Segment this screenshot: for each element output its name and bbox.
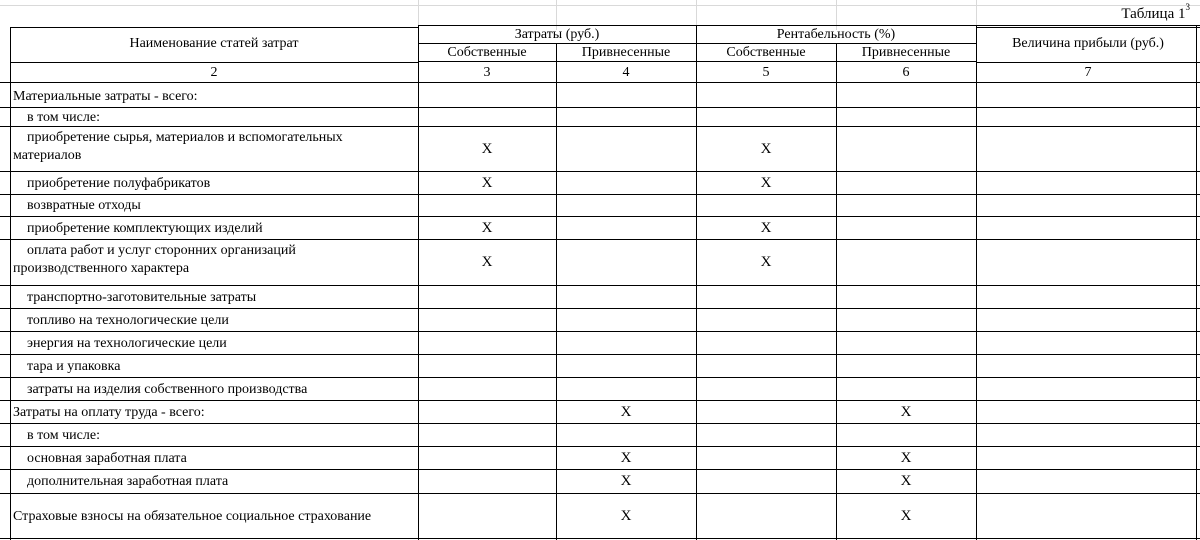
row-label: приобретение сырья, материалов и вспомогательных — [27, 130, 343, 145]
row-label-continuation: производственного характера — [13, 261, 190, 276]
column-number: 7 — [1084, 65, 1092, 80]
grid-line — [0, 126, 1200, 127]
header-costs-group: Затраты (руб.) — [514, 27, 600, 42]
row-label: тара и упаковка — [27, 359, 121, 374]
table-caption — [1121, 2, 1190, 23]
grid-line — [696, 25, 697, 540]
row-label: приобретение полуфабрикатов — [27, 176, 211, 191]
grid-line — [0, 107, 1200, 108]
row-label: основная заработная плата — [27, 451, 187, 466]
header-own-costs: Собственные — [447, 45, 527, 60]
caption-text: Таблица 1 — [1121, 6, 1186, 22]
grid-line — [0, 493, 1200, 494]
grid-line — [836, 43, 837, 540]
grid-line — [976, 62, 1200, 63]
row-label: Материальные затраты - всего: — [13, 89, 198, 104]
cell-mark: X — [900, 450, 912, 466]
grid-line — [0, 469, 1200, 470]
grid-line — [418, 25, 1200, 26]
cell-mark: X — [620, 473, 632, 489]
column-number: 4 — [622, 65, 630, 80]
cell-mark: X — [481, 220, 493, 236]
grid-line — [10, 27, 418, 28]
row-label: дополнительная заработная плата — [27, 474, 229, 489]
cell-mark: X — [481, 141, 493, 157]
grid-line — [0, 446, 1200, 447]
grid-line — [0, 423, 1200, 424]
grid-line — [0, 82, 1200, 83]
row-label: Страховые взносы на обязательное социальное страхование — [13, 509, 372, 524]
grid-line — [0, 354, 1200, 355]
row-label: транспортно-заготовительные затраты — [27, 290, 257, 305]
cell-mark: X — [760, 254, 772, 270]
grid-line — [418, 43, 976, 44]
column-number: 2 — [210, 65, 218, 80]
grid-line — [976, 25, 977, 540]
row-label: затраты на изделия собственного производства — [27, 382, 308, 397]
column-number: 5 — [762, 65, 770, 80]
caption-footnote: 3 — [1185, 2, 1190, 12]
grid-line — [556, 43, 557, 540]
row-label: в том числе: — [27, 110, 100, 125]
row-label: возвратные отходы — [27, 198, 141, 213]
row-label: приобретение комплектующих изделий — [27, 221, 263, 236]
row-label: топливо на технологические цели — [27, 313, 229, 328]
row-label: в том числе: — [27, 428, 100, 443]
row-label-continuation: материалов — [13, 148, 82, 163]
grid-line — [10, 27, 11, 540]
grid-line — [0, 194, 1200, 195]
grid-line — [0, 400, 1200, 401]
grid-line — [0, 171, 1200, 172]
grid-line — [418, 61, 976, 62]
cell-mark: X — [760, 141, 772, 157]
cell-mark: X — [900, 473, 912, 489]
grid-line — [0, 285, 1200, 286]
grid-line — [0, 239, 1200, 240]
row-label: энергия на технологические цели — [27, 336, 227, 351]
cell-mark: X — [620, 508, 632, 524]
cell-mark: X — [481, 254, 493, 270]
grid-line — [0, 308, 1200, 309]
grid-line — [1196, 25, 1197, 540]
header-attracted-costs: Привнесенные — [581, 45, 671, 60]
cell-mark: X — [760, 220, 772, 236]
cell-mark: X — [760, 175, 772, 191]
header-attracted-profitability: Привнесенные — [861, 45, 951, 60]
cell-mark: X — [900, 404, 912, 420]
grid-line — [0, 216, 1200, 217]
cell-mark: X — [481, 175, 493, 191]
grid-line — [10, 62, 418, 63]
faint-grid-line — [0, 5, 1200, 6]
cell-mark: X — [620, 404, 632, 420]
header-profit-value: Величина прибыли (руб.) — [1012, 36, 1164, 51]
row-label: Затраты на оплату труда - всего: — [13, 405, 205, 420]
row-label: оплата работ и услуг сторонних организаций — [27, 243, 296, 258]
column-number: 6 — [902, 65, 910, 80]
cell-mark: X — [620, 450, 632, 466]
grid-line — [976, 27, 1200, 28]
grid-line — [418, 25, 419, 540]
header-own-profitability: Собственные — [726, 45, 806, 60]
header-name-column: Наименование статей затрат — [129, 36, 299, 51]
grid-line — [0, 538, 1200, 539]
header-profitability-group: Рентабельность (%) — [776, 27, 896, 42]
grid-line — [0, 331, 1200, 332]
cell-mark: X — [900, 508, 912, 524]
column-number: 3 — [483, 65, 491, 80]
grid-line — [0, 377, 1200, 378]
